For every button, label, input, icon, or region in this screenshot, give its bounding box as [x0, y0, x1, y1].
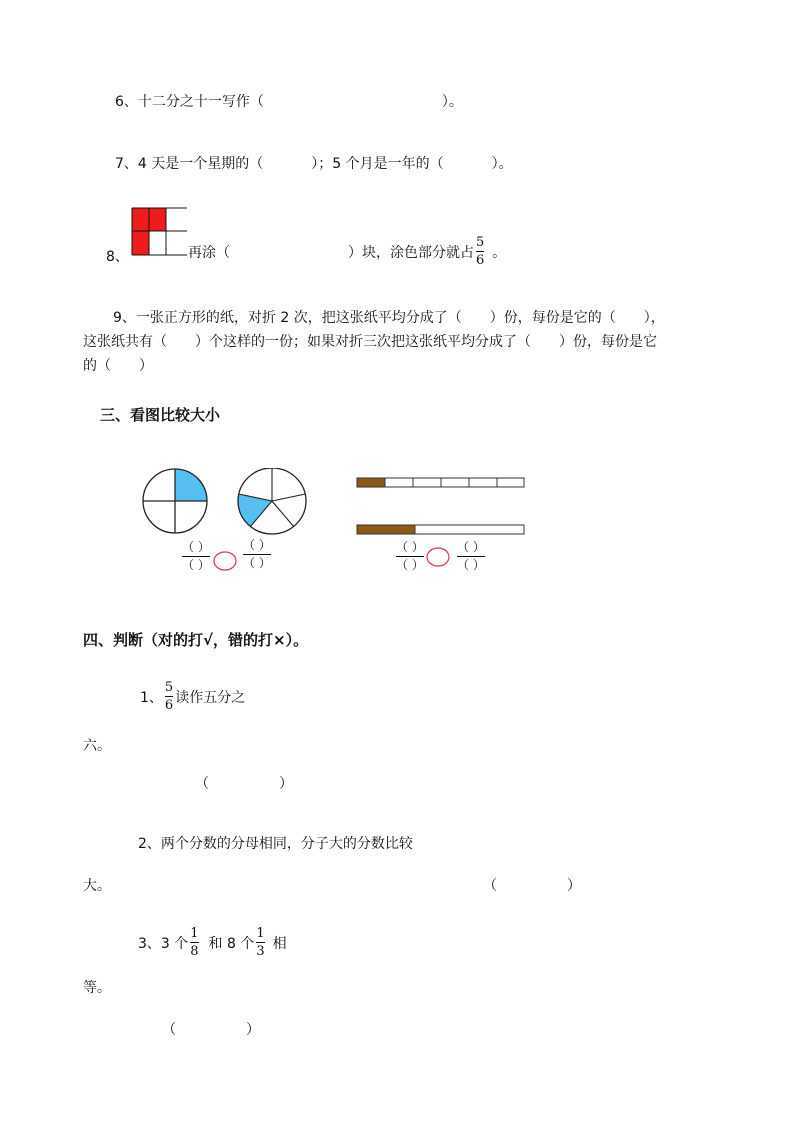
judge-3: [138, 926, 287, 959]
j1-cont: 六。: [83, 738, 111, 754]
bar-sixths: [357, 478, 524, 487]
q9-line2: 这张纸共有（ ）个这样的一份；如果对折三次把这张纸平均分成了（ ）份，每份是它: [83, 334, 657, 350]
q8-number: 8、: [106, 249, 129, 265]
bar-thirds: [357, 525, 524, 534]
circle-quarters: [143, 469, 207, 533]
q8-text: 再涂（: [188, 244, 230, 261]
judge-1: [140, 680, 245, 713]
j2-cont: 大。: [83, 878, 111, 894]
blank-fraction-2[interactable]: （ ） （ ）: [243, 538, 271, 570]
q8-frac-den: 6: [476, 253, 485, 268]
q6-text: 6、十二分之十一写作（: [115, 94, 264, 110]
j2-answer-paren[interactable]: （ ）: [483, 878, 581, 894]
blank-fraction-1[interactable]: （ ） （ ）: [182, 540, 210, 572]
j3-end: 相: [272, 935, 287, 952]
j2-text: 2、两个分数的分母相同，分子大的分数比较: [138, 836, 413, 852]
j3-fraction-2: $\frac{1}{3}$: [256, 926, 265, 959]
grid-cell-red-1: [132, 208, 149, 231]
bar-thirds-shaded: [357, 525, 415, 534]
q8-fraction: [476, 235, 484, 268]
j1-text: 读作五分之: [175, 689, 246, 706]
q9-line1: 9、一张正方形的纸，对折 2 次，把这张纸平均分成了（ ）份，每份是它的（ ），: [113, 310, 665, 326]
q8-frac-num: 5: [476, 235, 485, 250]
q8-end: 。: [492, 244, 507, 261]
j3-cont: 等。: [83, 980, 111, 996]
j3-fraction-1: $\frac{1}{8}$: [190, 926, 199, 959]
q7-part1: 7、4 天是一个星期的（: [115, 156, 264, 172]
blank-fraction-3[interactable]: （ ） （ ）: [396, 540, 424, 572]
compare-circle-left[interactable]: [214, 552, 236, 570]
grid-figure: [130, 206, 188, 258]
q8-text2: ）块，涂色部分就占: [348, 244, 474, 261]
q7-part3: ）。: [491, 156, 513, 172]
bar-sixths-shaded: [357, 478, 385, 487]
j1-fraction: $\frac{5}{6}$: [164, 680, 174, 713]
question-6: [115, 91, 463, 111]
blank-fraction-4[interactable]: （ ） （ ）: [457, 540, 485, 572]
circle-fifths: [238, 468, 306, 534]
grid-cell-red-3: [132, 231, 149, 255]
j3-mid: 和 8 个: [208, 935, 255, 952]
grid-cell-red-2: [149, 208, 166, 231]
question-7: [115, 153, 513, 173]
j3-answer-paren[interactable]: （ ）: [162, 1022, 260, 1038]
q9-line3: 的（ ）: [83, 358, 153, 374]
j1-answer-paren[interactable]: （ ）: [195, 776, 293, 792]
compare-circle-right[interactable]: [427, 548, 449, 566]
q7-part2: ）；5 个月是一年的（: [311, 156, 444, 172]
j3-prefix: 3、3 个: [138, 935, 189, 952]
section-3-title: 三、看图比较大小: [100, 406, 221, 424]
section-4-title: 四、判断（对的打√，错的打×）。: [83, 631, 309, 649]
question-8: [188, 235, 506, 268]
q6-close: ）。: [441, 94, 463, 110]
j1-prefix: 1、: [140, 689, 163, 706]
